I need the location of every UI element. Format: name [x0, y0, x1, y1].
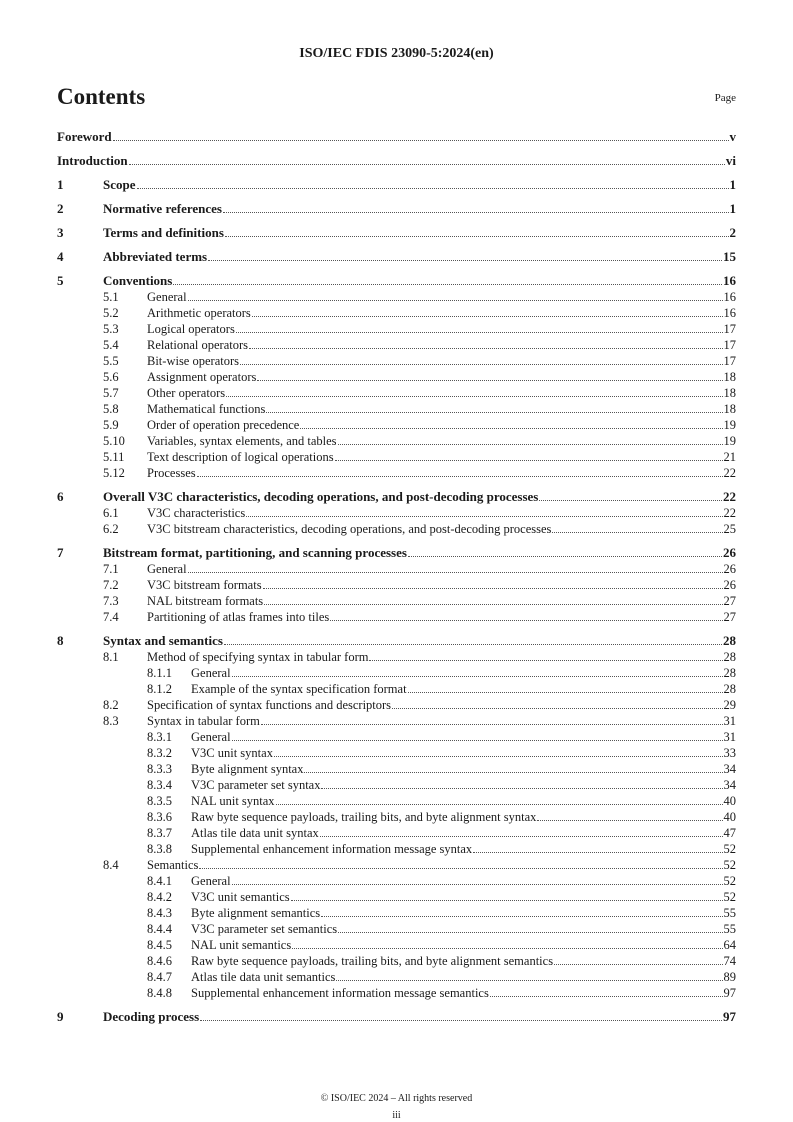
toc-entry[interactable] — [57, 545, 736, 561]
toc-entry-page: 15 — [723, 249, 736, 264]
toc-entry-title: V3C parameter set semantics — [191, 922, 338, 936]
toc-entry-title: Syntax in tabular form — [147, 714, 260, 728]
dot-leader — [276, 804, 723, 805]
toc-entry[interactable] — [57, 369, 736, 385]
toc-entry-page: 19 — [723, 418, 736, 432]
table-of-contents — [57, 129, 736, 1025]
toc-entry-page: 16 — [723, 290, 736, 304]
toc-entry-number: 5.8 — [103, 402, 119, 416]
toc-entry-page: 22 — [723, 489, 736, 504]
toc-entry-number: 1 — [57, 177, 64, 192]
toc-entry-number: 7.3 — [103, 594, 119, 608]
toc-entry[interactable] — [57, 449, 736, 465]
toc-entry-page: 31 — [723, 714, 736, 728]
toc-entry-number: 2 — [57, 201, 64, 216]
toc-entry[interactable] — [57, 401, 736, 417]
dot-leader — [335, 460, 723, 461]
toc-entry-number: 5.4 — [103, 338, 119, 352]
toc-entry-title: Syntax and semantics — [103, 633, 223, 648]
toc-entry-page: 19 — [723, 434, 736, 448]
toc-entry-title: Bit-wise operators — [147, 354, 239, 368]
toc-entry-page: 47 — [723, 826, 736, 840]
toc-entry-page: 26 — [723, 545, 736, 560]
toc-entry[interactable] — [57, 337, 736, 353]
toc-entry-page: 52 — [723, 858, 736, 872]
document-header: ISO/IEC FDIS 23090-5:2024(en) — [299, 46, 494, 61]
toc-entry-page: v — [729, 129, 736, 144]
toc-entry-number: 7.1 — [103, 562, 119, 576]
toc-entry-number: 8.4.3 — [147, 906, 172, 920]
toc-entry[interactable] — [57, 969, 736, 985]
toc-entry-title: Bitstream format, partitioning, and scanning processes — [103, 545, 407, 560]
toc-entry-page: 2 — [729, 225, 736, 240]
page-title: Contents — [57, 84, 146, 109]
toc-entry-title: Raw byte sequence payloads, trailing bits, and byte alignment semantics — [191, 954, 554, 968]
toc-entry[interactable] — [57, 649, 736, 665]
toc-entry[interactable] — [57, 273, 736, 289]
toc-entry[interactable] — [57, 465, 736, 481]
toc-entry-number: 8.1.2 — [147, 682, 172, 696]
toc-entry-page: 21 — [723, 450, 736, 464]
dot-leader — [336, 980, 722, 981]
toc-entry[interactable] — [57, 489, 736, 505]
toc-entry-number: 8.3.2 — [147, 746, 172, 760]
toc-entry-title: Assignment operators — [147, 370, 257, 384]
dot-leader — [274, 756, 723, 757]
toc-entry-title: General — [191, 874, 231, 888]
toc-entry-number: 7.2 — [103, 578, 119, 592]
dot-leader — [537, 820, 722, 821]
dot-leader — [225, 236, 729, 237]
dot-leader — [173, 284, 722, 285]
toc-entry[interactable] — [57, 841, 736, 857]
dot-leader — [200, 1020, 722, 1021]
dot-leader — [137, 188, 729, 189]
toc-entry-title: V3C unit semantics — [191, 890, 290, 904]
toc-entry[interactable] — [57, 521, 736, 537]
toc-entry-title: General — [147, 290, 187, 304]
toc-entry-number: 8.3.5 — [147, 794, 172, 808]
toc-entry-number: 6 — [57, 489, 64, 504]
toc-entry[interactable] — [57, 505, 736, 521]
dot-leader — [330, 620, 722, 621]
toc-entry-page: 97 — [723, 986, 736, 1000]
toc-entry-number: 7.4 — [103, 610, 119, 624]
dot-leader — [232, 884, 723, 885]
toc-entry[interactable] — [57, 793, 736, 809]
dot-leader — [266, 412, 722, 413]
toc-entry[interactable] — [57, 225, 736, 241]
toc-entry-number: 6.2 — [103, 522, 119, 536]
toc-entry-number: 5.12 — [103, 466, 125, 480]
toc-entry-title: Specification of syntax functions and descriptors — [147, 698, 392, 712]
toc-entry[interactable] — [57, 713, 736, 729]
toc-entry-title: General — [147, 562, 187, 576]
toc-entry[interactable] — [57, 857, 736, 873]
toc-entry-title: NAL unit syntax — [191, 794, 275, 808]
dot-leader — [338, 932, 722, 933]
dot-leader — [240, 364, 723, 365]
dot-leader — [236, 332, 723, 333]
toc-entry-page: 89 — [723, 970, 736, 984]
toc-entry[interactable] — [57, 561, 736, 577]
copyright-notice: © ISO/IEC 2024 – All rights reserved — [320, 1093, 473, 1104]
toc-entry-number: 8.3.1 — [147, 730, 172, 744]
toc-entry-page: 34 — [723, 778, 736, 792]
dot-leader — [392, 708, 722, 709]
dot-leader — [188, 572, 723, 573]
toc-entry[interactable] — [57, 681, 736, 697]
dot-leader — [197, 476, 723, 477]
toc-entry[interactable] — [57, 129, 736, 145]
toc-entry-page: 28 — [723, 650, 736, 664]
toc-entry-title: Partitioning of atlas frames into tiles — [147, 610, 330, 624]
toc-entry[interactable] — [57, 385, 736, 401]
toc-entry[interactable] — [57, 1009, 736, 1025]
toc-entry-page: 55 — [723, 906, 736, 920]
toc-entry[interactable] — [57, 177, 736, 193]
toc-entry-number: 8.4.5 — [147, 938, 172, 952]
toc-entry-number: 8.4 — [103, 858, 119, 872]
dot-leader — [246, 516, 722, 517]
toc-entry-title: Logical operators — [147, 322, 235, 336]
toc-entry-number: 8.1 — [103, 650, 119, 664]
toc-entry-title: Atlas tile data unit semantics — [191, 970, 336, 984]
toc-entry-page: 64 — [723, 938, 736, 952]
toc-entry[interactable] — [57, 985, 736, 1001]
toc-entry-title: Semantics — [147, 858, 199, 872]
dot-leader — [224, 644, 722, 645]
toc-entry[interactable] — [57, 665, 736, 681]
toc-entry[interactable] — [57, 609, 736, 625]
toc-entry-page: 16 — [723, 306, 736, 320]
toc-entry-page: 97 — [723, 1009, 736, 1024]
toc-entry-title: Terms and definitions — [103, 225, 224, 240]
toc-entry-page: 17 — [723, 322, 736, 336]
toc-entry-number: 5.1 — [103, 290, 119, 304]
toc-entry-number: 5.5 — [103, 354, 119, 368]
dot-leader — [223, 212, 729, 213]
toc-entry-number: 8.3.7 — [147, 826, 172, 840]
toc-entry-number: 8.1.1 — [147, 666, 172, 680]
toc-entry-page: 40 — [723, 810, 736, 824]
toc-entry-number: 8 — [57, 633, 64, 648]
toc-entry-number: 5.3 — [103, 322, 119, 336]
dot-leader — [113, 140, 729, 141]
toc-entry-title: Decoding process — [103, 1009, 200, 1024]
toc-entry-number: 8.3 — [103, 714, 119, 728]
toc-entry-page: 31 — [723, 730, 736, 744]
toc-entry-page: 28 — [723, 633, 736, 648]
toc-entry-page: 18 — [723, 370, 736, 384]
toc-entry-title: Byte alignment semantics — [191, 906, 321, 920]
toc-entry-number: 8.4.6 — [147, 954, 172, 968]
toc-entry-page: 27 — [723, 610, 736, 624]
dot-leader — [338, 444, 723, 445]
dot-leader — [321, 916, 722, 917]
toc-entry-title: Order of operation precedence — [147, 418, 300, 432]
toc-entry-title: V3C characteristics — [147, 506, 246, 520]
toc-entry[interactable] — [57, 745, 736, 761]
toc-entry-number: 4 — [57, 249, 64, 264]
page-number: iii — [392, 1110, 401, 1121]
dot-leader — [261, 724, 723, 725]
dot-leader — [554, 964, 722, 965]
toc-entry[interactable] — [57, 729, 736, 745]
toc-entry-title: Introduction — [57, 153, 128, 168]
toc-entry-page: 27 — [723, 594, 736, 608]
toc-entry-number: 8.4.2 — [147, 890, 172, 904]
dot-leader — [208, 260, 722, 261]
toc-entry[interactable] — [57, 761, 736, 777]
toc-entry-title: V3C bitstream formats — [147, 578, 262, 592]
toc-entry[interactable] — [57, 905, 736, 921]
dot-leader — [300, 428, 722, 429]
dot-leader — [408, 556, 722, 557]
toc-entry-number: 3 — [57, 225, 64, 240]
toc-entry[interactable] — [57, 153, 736, 169]
dot-leader — [408, 692, 723, 693]
dot-leader — [226, 396, 722, 397]
dot-leader — [232, 740, 723, 741]
dot-leader — [490, 996, 723, 997]
toc-entry[interactable] — [57, 777, 736, 793]
toc-entry[interactable] — [57, 889, 736, 905]
toc-entry[interactable] — [57, 321, 736, 337]
toc-entry[interactable] — [57, 289, 736, 305]
toc-entry[interactable] — [57, 697, 736, 713]
toc-entry-number: 8.4.8 — [147, 986, 172, 1000]
toc-entry-page: 33 — [723, 746, 736, 760]
toc-entry-number: 8.3.6 — [147, 810, 172, 824]
toc-entry[interactable] — [57, 809, 736, 825]
toc-entry-page: 22 — [723, 506, 736, 520]
toc-entry[interactable] — [57, 953, 736, 969]
toc-entry-number: 5.10 — [103, 434, 125, 448]
toc-entry-page: 17 — [723, 354, 736, 368]
toc-entry-number: 8.3.3 — [147, 762, 172, 776]
toc-entry[interactable] — [57, 593, 736, 609]
toc-entry-page: 25 — [723, 522, 736, 536]
toc-entry-number: 9 — [57, 1009, 64, 1024]
toc-entry-title: Scope — [103, 177, 136, 192]
toc-entry-page: 34 — [723, 762, 736, 776]
toc-entry-title: Example of the syntax specification format — [191, 682, 407, 696]
toc-entry-title: Abbreviated terms — [103, 249, 208, 264]
toc-entry-title: Relational operators — [147, 338, 249, 352]
toc-entry-number: 8.4.1 — [147, 874, 172, 888]
toc-entry[interactable] — [57, 921, 736, 937]
toc-entry[interactable] — [57, 873, 736, 889]
toc-entry-title: Conventions — [103, 273, 173, 288]
toc-entry-number: 8.3.8 — [147, 842, 172, 856]
dot-leader — [129, 164, 725, 165]
toc-entry-page: 28 — [723, 682, 736, 696]
toc-entry-title: Mathematical functions — [147, 402, 266, 416]
toc-entry-page: 55 — [723, 922, 736, 936]
toc-entry-title: Overall V3C characteristics, decoding operations, and post-decoding processes — [103, 489, 539, 504]
toc-entry-title: Foreword — [57, 129, 112, 144]
toc-entry[interactable] — [57, 433, 736, 449]
dot-leader — [539, 500, 722, 501]
toc-entry-title: NAL unit semantics — [191, 938, 292, 952]
toc-entry-page: 29 — [723, 698, 736, 712]
toc-entry[interactable] — [57, 201, 736, 217]
toc-entry-title: Raw byte sequence payloads, trailing bits, and byte alignment syntax — [191, 810, 537, 824]
toc-entry-number: 5.11 — [103, 450, 125, 464]
toc-entry-number: 7 — [57, 545, 64, 560]
toc-entry-title: Supplemental enhancement information message semantics — [191, 986, 489, 1000]
toc-entry-number: 8.3.4 — [147, 778, 172, 792]
toc-entry-title: Byte alignment syntax — [191, 762, 304, 776]
dot-leader — [188, 300, 723, 301]
dot-leader — [473, 852, 722, 853]
dot-leader — [320, 836, 723, 837]
toc-entry-page: 1 — [729, 201, 736, 216]
dot-leader — [369, 660, 722, 661]
toc-entry-page: 52 — [723, 874, 736, 888]
toc-entry-page: 17 — [723, 338, 736, 352]
toc-entry-page: 52 — [723, 890, 736, 904]
toc-entry-title: Atlas tile data unit syntax — [191, 826, 319, 840]
toc-entry-page: 28 — [723, 666, 736, 680]
dot-leader — [552, 532, 722, 533]
dot-leader — [249, 348, 722, 349]
toc-entry-title: NAL bitstream formats — [147, 594, 264, 608]
toc-entry-page: vi — [725, 153, 736, 168]
toc-entry-number: 6.1 — [103, 506, 119, 520]
toc-entry-page: 18 — [723, 386, 736, 400]
toc-entry-number: 5 — [57, 273, 64, 288]
toc-entry[interactable] — [57, 249, 736, 265]
dot-leader — [263, 588, 723, 589]
toc-entry-page: 40 — [723, 794, 736, 808]
dot-leader — [264, 604, 722, 605]
dot-leader — [291, 900, 723, 901]
toc-entry-page: 74 — [723, 954, 736, 968]
dot-leader — [292, 948, 722, 949]
toc-entry-number: 5.7 — [103, 386, 119, 400]
toc-entry-title: V3C unit syntax — [191, 746, 273, 760]
toc-entry-number: 8.4.4 — [147, 922, 172, 936]
toc-entry-title: Variables, syntax elements, and tables — [147, 434, 337, 448]
toc-entry-number: 8.2 — [103, 698, 119, 712]
toc-entry-title: V3C parameter set syntax — [191, 778, 321, 792]
toc-entry-title: Normative references — [103, 201, 222, 216]
toc-entry[interactable] — [57, 353, 736, 369]
dot-leader — [321, 788, 722, 789]
dot-leader — [199, 868, 722, 869]
toc-entry-page: 26 — [723, 578, 736, 592]
toc-entry[interactable] — [57, 825, 736, 841]
toc-entry-title: General — [191, 666, 231, 680]
page-column-label: Page — [714, 92, 736, 104]
toc-entry-title: Supplemental enhancement information message syntax — [191, 842, 473, 856]
toc-entry-title: General — [191, 730, 231, 744]
toc-entry-title: Other operators — [147, 386, 226, 400]
toc-entry-title: Processes — [147, 466, 196, 480]
toc-entry-title: Text description of logical operations — [147, 450, 334, 464]
dot-leader — [257, 380, 722, 381]
dot-leader — [232, 676, 723, 677]
toc-entry-number: 5.6 — [103, 370, 119, 384]
dot-leader — [304, 772, 722, 773]
toc-entry[interactable] — [57, 305, 736, 321]
toc-entry-page: 52 — [723, 842, 736, 856]
toc-entry-number: 8.4.7 — [147, 970, 172, 984]
toc-entry-title: Method of specifying syntax in tabular form — [147, 650, 369, 664]
toc-entry-title: V3C bitstream characteristics, decoding operations, and post-decoding processes — [147, 522, 552, 536]
toc-entry-number: 5.2 — [103, 306, 119, 320]
dot-leader — [252, 316, 723, 317]
toc-entry[interactable] — [57, 937, 736, 953]
toc-entry-page: 16 — [723, 273, 736, 288]
toc-entry-number: 5.9 — [103, 418, 119, 432]
toc-entry[interactable] — [57, 417, 736, 433]
toc-entry-page: 18 — [723, 402, 736, 416]
toc-entry[interactable] — [57, 633, 736, 649]
toc-entry-page: 1 — [729, 177, 736, 192]
toc-entry[interactable] — [57, 577, 736, 593]
toc-entry-title: Arithmetic operators — [147, 306, 251, 320]
toc-entry-page: 22 — [723, 466, 736, 480]
toc-entry-page: 26 — [723, 562, 736, 576]
